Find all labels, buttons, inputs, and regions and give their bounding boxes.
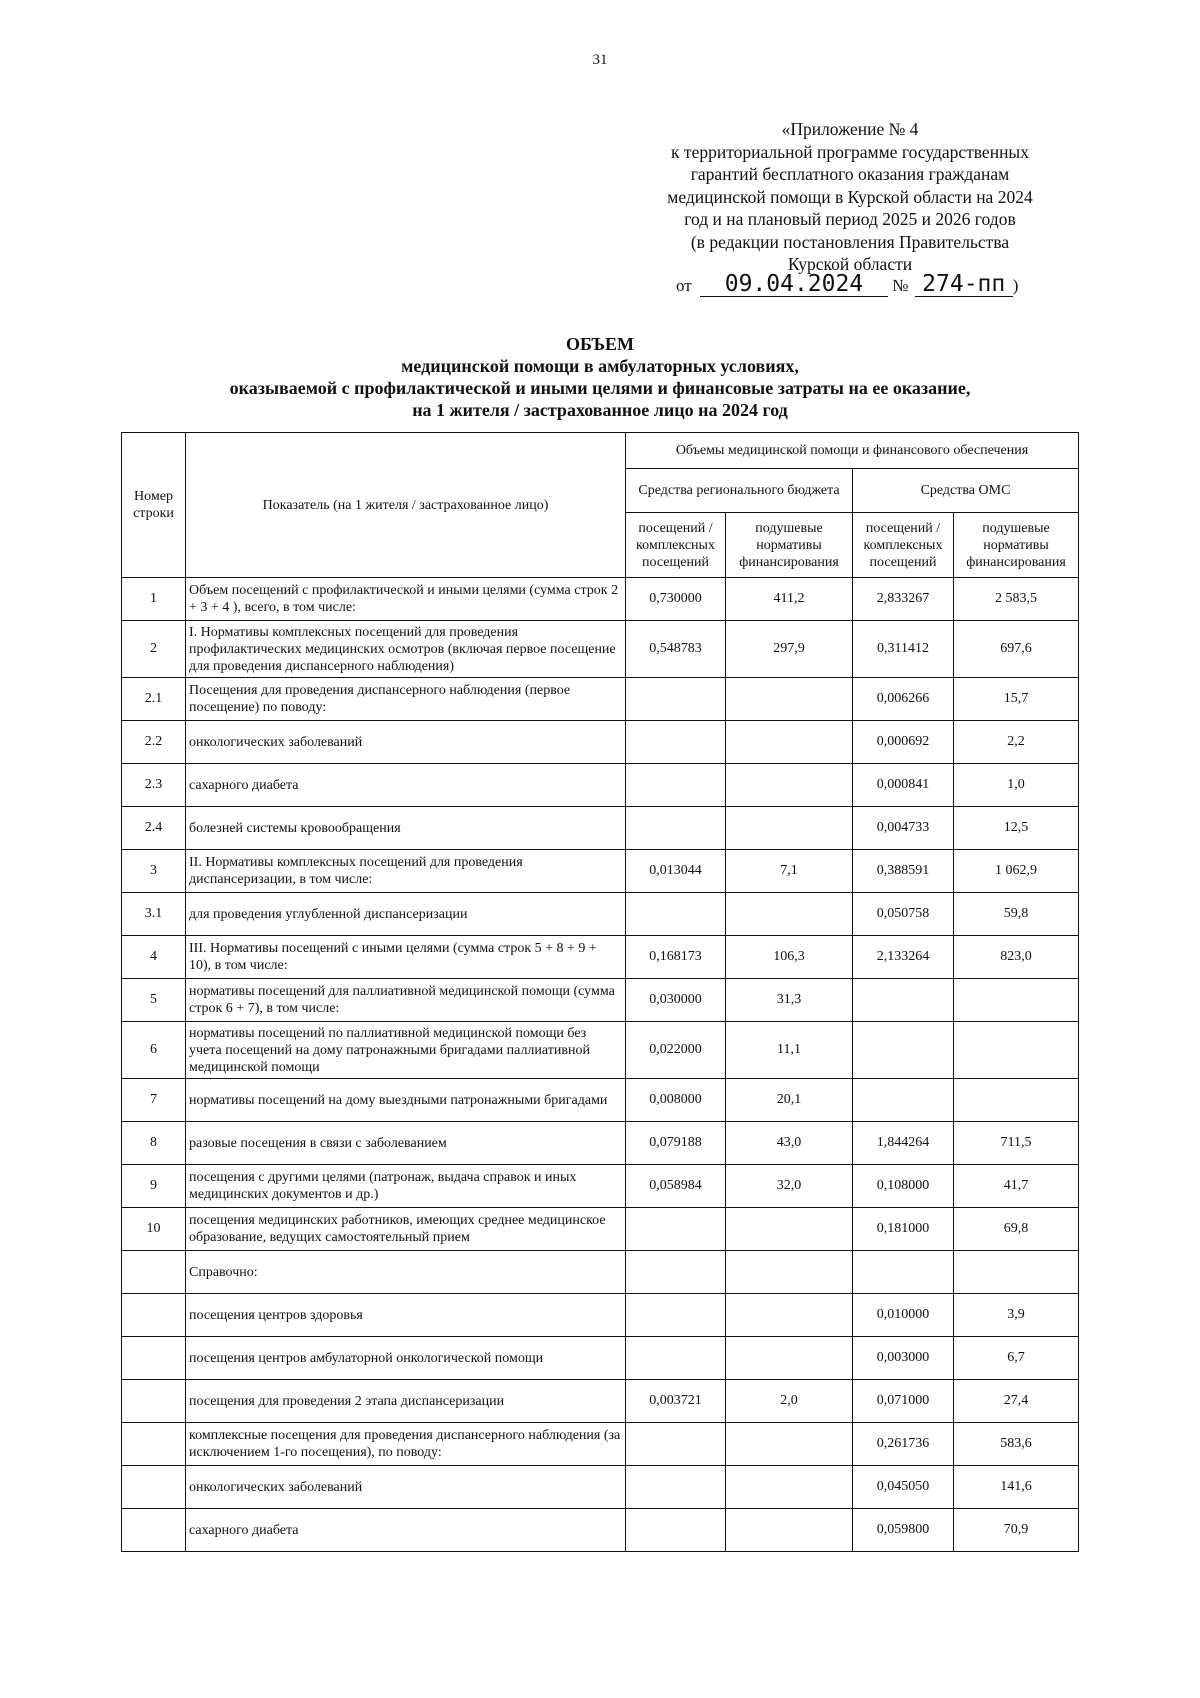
regional-per-capita-cell — [726, 1251, 853, 1294]
regional-visits-cell — [626, 1208, 726, 1251]
oms-per-capita-cell: 141,6 — [954, 1466, 1079, 1509]
table-row — [122, 1208, 1079, 1251]
header-rb-visits: посещений / комплексных посещений — [626, 513, 726, 578]
title-line: медицинской помощи в амбулаторных условиях, — [401, 356, 799, 376]
regional-per-capita-cell — [726, 893, 853, 936]
oms-visits-cell: 0,004733 — [853, 807, 954, 850]
regional-visits-cell: 0,168173 — [626, 936, 726, 979]
regional-visits-cell: 0,730000 — [626, 578, 726, 621]
row-number-cell — [122, 1509, 186, 1552]
row-number-cell: 10 — [122, 1208, 186, 1251]
table-body — [122, 578, 1079, 1552]
regional-visits-cell — [626, 1423, 726, 1466]
header-oms-visits: посещений / комплексных посещений — [853, 513, 954, 578]
oms-visits-cell — [853, 1079, 954, 1122]
regional-visits-cell: 0,022000 — [626, 1022, 726, 1079]
header-regional-budget: Средства регионального бюджета — [626, 469, 853, 513]
oms-per-capita-cell: 1 062,9 — [954, 850, 1079, 893]
table-row — [122, 1380, 1079, 1423]
table-row — [122, 1122, 1079, 1165]
indicator-cell: сахарного диабета — [186, 764, 626, 807]
indicator-cell: посещения центров амбулаторной онкологической помощи — [186, 1337, 626, 1380]
oms-per-capita-cell: 6,7 — [954, 1337, 1079, 1380]
header-oms-per-capita: подушевые нормативы финансирования — [954, 513, 1079, 578]
indicator-cell: нормативы посещений для паллиативной медицинской помощи (сумма строк 6 + 7), в том числе: — [186, 979, 626, 1022]
regional-visits-cell: 0,003721 — [626, 1380, 726, 1423]
oms-per-capita-cell: 2,2 — [954, 721, 1079, 764]
table-row — [122, 936, 1079, 979]
table-row — [122, 1022, 1079, 1079]
regional-per-capita-cell — [726, 764, 853, 807]
row-number-cell — [122, 1337, 186, 1380]
row-number-cell: 2.4 — [122, 807, 186, 850]
row-number-cell: 1 — [122, 578, 186, 621]
table-row — [122, 893, 1079, 936]
table-row — [122, 1337, 1079, 1380]
table-row — [122, 1509, 1079, 1552]
regional-per-capita-cell — [726, 807, 853, 850]
appendix-line: Курской области — [787, 254, 913, 274]
regional-visits-cell — [626, 1509, 726, 1552]
indicator-cell: нормативы посещений по паллиативной медицинской помощи без учета посещений на дому патронажными бригадами паллиативной медицинской помощи — [186, 1022, 626, 1079]
indicator-cell: Объем посещений с профилактической и иными целями (сумма строк 2 + 3 + 4 ), всего, в том числе: — [186, 578, 626, 621]
table-row — [122, 678, 1079, 721]
indicator-cell: посещения центров здоровья — [186, 1294, 626, 1337]
row-number-cell — [122, 1466, 186, 1509]
row-number-cell: 3.1 — [122, 893, 186, 936]
oms-visits-cell: 0,181000 — [853, 1208, 954, 1251]
table-row — [122, 1079, 1079, 1122]
row-number-cell: 8 — [122, 1122, 186, 1165]
regional-visits-cell — [626, 678, 726, 721]
regional-per-capita-cell: 411,2 — [726, 578, 853, 621]
volumes-table — [121, 432, 1079, 1552]
table-row — [122, 578, 1079, 621]
indicator-cell: разовые посещения в связи с заболеванием — [186, 1122, 626, 1165]
regional-visits-cell: 0,548783 — [626, 621, 726, 678]
oms-per-capita-cell — [954, 1251, 1079, 1294]
header-oms: Средства ОМС — [853, 469, 1079, 513]
row-number-cell — [122, 1294, 186, 1337]
regional-visits-cell — [626, 807, 726, 850]
page-number: 31 — [592, 52, 608, 68]
regional-per-capita-cell: 106,3 — [726, 936, 853, 979]
oms-per-capita-cell: 15,7 — [954, 678, 1079, 721]
indicator-cell: посещения медицинских работников, имеющих среднее медицинское образование, ведущих самостоятельный прием — [186, 1208, 626, 1251]
indicator-cell: комплексные посещения для проведения диспансерного наблюдения (за исключением 1-го посещения), по поводу: — [186, 1423, 626, 1466]
appendix-line: гарантий бесплатного оказания гражданам — [690, 164, 1010, 184]
indicator-cell: I. Нормативы комплексных посещений для проведения профилактических медицинских осмотров (включая первое посещение для проведения диспансерного наблюдения) — [186, 621, 626, 678]
oms-visits-cell: 0,311412 — [853, 621, 954, 678]
indicator-cell: посещения с другими целями (патронаж, выдача справок и иных медицинских документов и др.) — [186, 1165, 626, 1208]
oms-per-capita-cell: 697,6 — [954, 621, 1079, 678]
oms-per-capita-cell: 2 583,5 — [954, 578, 1079, 621]
oms-visits-cell: 0,010000 — [853, 1294, 954, 1337]
oms-visits-cell: 2,833267 — [853, 578, 954, 621]
regional-per-capita-cell: 20,1 — [726, 1079, 853, 1122]
table-row — [122, 979, 1079, 1022]
row-number-cell: 6 — [122, 1022, 186, 1079]
table-row — [122, 721, 1079, 764]
oms-visits-cell: 0,261736 — [853, 1423, 954, 1466]
oms-per-capita-cell: 27,4 — [954, 1380, 1079, 1423]
table-row — [122, 1466, 1079, 1509]
title-line: на 1 жителя / застрахованное лицо на 2024 год — [412, 400, 788, 420]
oms-visits-cell: 0,045050 — [853, 1466, 954, 1509]
indicator-cell: III. Нормативы посещений с иными целями (сумма строк 5 + 8 + 9 + 10), в том числе: — [186, 936, 626, 979]
indicator-cell: сахарного диабета — [186, 1509, 626, 1552]
table-row — [122, 1165, 1079, 1208]
appendix-line: «Приложение № 4 — [781, 119, 919, 139]
table-row — [122, 764, 1079, 807]
indicator-cell: Посещения для проведения диспансерного наблюдения (первое посещение) по поводу: — [186, 678, 626, 721]
document-title — [0, 333, 1200, 421]
row-number-cell — [122, 1380, 186, 1423]
oms-per-capita-cell: 41,7 — [954, 1165, 1079, 1208]
regional-visits-cell — [626, 1337, 726, 1380]
regional-per-capita-cell — [726, 1423, 853, 1466]
title-line: оказываемой с профилактической и иными целями и финансовые затраты на ее оказание, — [229, 378, 971, 398]
row-number-cell: 3 — [122, 850, 186, 893]
oms-visits-cell: 0,050758 — [853, 893, 954, 936]
indicator-cell: для проведения углубленной диспансеризации — [186, 893, 626, 936]
indicator-cell: Справочно: — [186, 1251, 626, 1294]
oms-visits-cell — [853, 1251, 954, 1294]
regional-per-capita-cell: 2,0 — [726, 1380, 853, 1423]
header-indicator: Показатель (на 1 жителя / застрахованное лицо) — [186, 433, 626, 578]
row-number-cell: 7 — [122, 1079, 186, 1122]
regional-per-capita-cell — [726, 1337, 853, 1380]
indicator-cell: болезней системы кровообращения — [186, 807, 626, 850]
table-row — [122, 850, 1079, 893]
table-row — [122, 621, 1079, 678]
title-line: ОБЪЕМ — [566, 334, 634, 354]
regional-per-capita-cell: 31,3 — [726, 979, 853, 1022]
oms-visits-cell: 0,000692 — [853, 721, 954, 764]
regional-visits-cell — [626, 1251, 726, 1294]
row-number-cell — [122, 1423, 186, 1466]
regional-per-capita-cell — [726, 721, 853, 764]
oms-visits-cell: 0,059800 — [853, 1509, 954, 1552]
header-volumes: Объемы медицинской помощи и финансового обеспечения — [626, 433, 1079, 469]
regional-visits-cell — [626, 893, 726, 936]
indicator-cell: онкологических заболеваний — [186, 1466, 626, 1509]
decree-reference — [676, 272, 1018, 297]
regional-visits-cell — [626, 1294, 726, 1337]
oms-visits-cell: 2,133264 — [853, 936, 954, 979]
regional-per-capita-cell — [726, 678, 853, 721]
table-row — [122, 807, 1079, 850]
regional-per-capita-cell — [726, 1466, 853, 1509]
regional-visits-cell: 0,058984 — [626, 1165, 726, 1208]
oms-per-capita-cell — [954, 979, 1079, 1022]
appendix-line: (в редакции постановления Правительства — [690, 231, 1010, 252]
header-row-number: Номер строки — [122, 433, 186, 578]
decree-number-label: № — [892, 276, 909, 295]
regional-visits-cell — [626, 1466, 726, 1509]
oms-per-capita-cell: 59,8 — [954, 893, 1079, 936]
oms-per-capita-cell: 70,9 — [954, 1509, 1079, 1552]
row-number-cell: 2.2 — [122, 721, 186, 764]
oms-per-capita-cell — [954, 1079, 1079, 1122]
appendix-line: медицинской помощи в Курской области на 2024 — [667, 186, 1033, 207]
appendix-line: год и на плановый период 2025 и 2026 годов — [684, 209, 1016, 229]
decree-date: 09.04.2024 — [700, 272, 888, 297]
indicator-cell: нормативы посещений на дому выездными патронажными бригадами — [186, 1079, 626, 1122]
regional-per-capita-cell — [726, 1208, 853, 1251]
row-number-cell: 2.1 — [122, 678, 186, 721]
regional-per-capita-cell — [726, 1509, 853, 1552]
decree-close-paren: ) — [1012, 276, 1019, 295]
regional-per-capita-cell: 32,0 — [726, 1165, 853, 1208]
indicator-cell: II. Нормативы комплексных посещений для проведения диспансеризации, в том числе: — [186, 850, 626, 893]
oms-visits-cell: 0,071000 — [853, 1380, 954, 1423]
oms-per-capita-cell: 711,5 — [954, 1122, 1079, 1165]
oms-visits-cell: 0,388591 — [853, 850, 954, 893]
header-rb-per-capita: подушевые нормативы финансирования — [726, 513, 853, 578]
row-number-cell: 2 — [122, 621, 186, 678]
regional-visits-cell: 0,030000 — [626, 979, 726, 1022]
oms-per-capita-cell: 69,8 — [954, 1208, 1079, 1251]
oms-visits-cell — [853, 1022, 954, 1079]
regional-per-capita-cell: 11,1 — [726, 1022, 853, 1079]
oms-visits-cell: 1,844264 — [853, 1122, 954, 1165]
row-number-cell: 9 — [122, 1165, 186, 1208]
row-number-cell — [122, 1251, 186, 1294]
decree-number: 274-пп — [915, 272, 1013, 297]
oms-per-capita-cell: 823,0 — [954, 936, 1079, 979]
table-row — [122, 1423, 1079, 1466]
regional-visits-cell: 0,008000 — [626, 1079, 726, 1122]
oms-per-capita-cell — [954, 1022, 1079, 1079]
oms-visits-cell: 0,000841 — [853, 764, 954, 807]
oms-per-capita-cell: 583,6 — [954, 1423, 1079, 1466]
oms-visits-cell: 0,108000 — [853, 1165, 954, 1208]
oms-visits-cell — [853, 979, 954, 1022]
indicator-cell: посещения для проведения 2 этапа диспансеризации — [186, 1380, 626, 1423]
regional-per-capita-cell: 7,1 — [726, 850, 853, 893]
regional-per-capita-cell: 43,0 — [726, 1122, 853, 1165]
regional-visits-cell: 0,013044 — [626, 850, 726, 893]
decree-from-label: от — [676, 276, 692, 295]
oms-per-capita-cell: 12,5 — [954, 807, 1079, 850]
regional-per-capita-cell — [726, 1294, 853, 1337]
regional-per-capita-cell: 297,9 — [726, 621, 853, 678]
regional-visits-cell — [626, 721, 726, 764]
indicator-cell: онкологических заболеваний — [186, 721, 626, 764]
regional-visits-cell — [626, 764, 726, 807]
row-number-cell: 2.3 — [122, 764, 186, 807]
oms-per-capita-cell: 3,9 — [954, 1294, 1079, 1337]
oms-visits-cell: 0,006266 — [853, 678, 954, 721]
row-number-cell: 4 — [122, 936, 186, 979]
row-number-cell: 5 — [122, 979, 186, 1022]
regional-visits-cell: 0,079188 — [626, 1122, 726, 1165]
oms-per-capita-cell: 1,0 — [954, 764, 1079, 807]
appendix-line: к территориальной программе государственных — [671, 141, 1029, 162]
oms-visits-cell: 0,003000 — [853, 1337, 954, 1380]
table-row — [122, 1251, 1079, 1294]
table-row — [122, 1294, 1079, 1337]
appendix-header — [640, 118, 1060, 276]
